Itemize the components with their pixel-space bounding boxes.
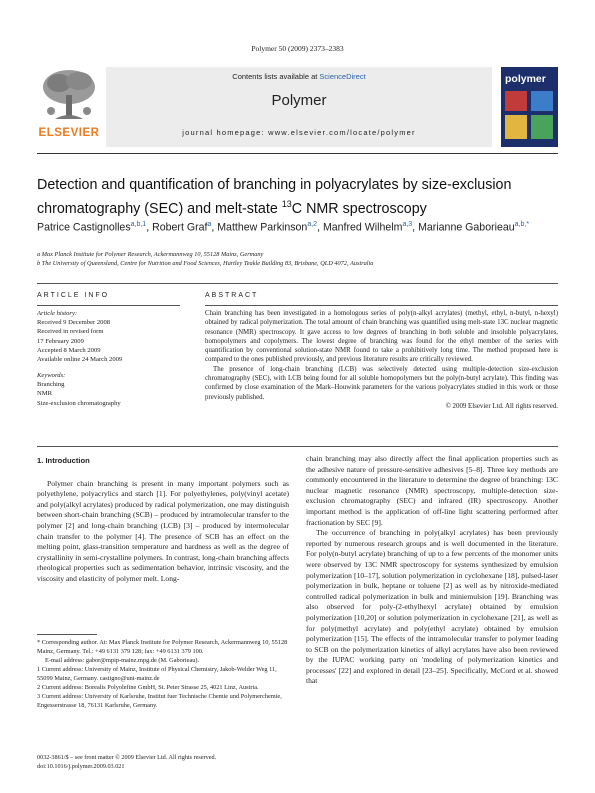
footnotes [37,638,289,710]
abstract-paragraph-2: The presence of long-chain branching (LCB) was selectively detected using multiple-detection size-exclusion chromatography (SEC), with LCB being found for all soluble homopolymers but the poly(n-butyl acrylate). This finding was confirmed by close examination of the Mark–Houwink parameters for the various polyacrylates studied in this work or those previously published. [205,365,558,401]
abstract-heading: ABSTRACT [205,292,259,299]
article-history [37,309,180,364]
keyword-item: NMR [37,390,53,398]
author-affiliation-marker[interactable]: a,b,1 [130,221,147,228]
footnote-rule [37,634,97,635]
contents-line [106,72,492,81]
author-affiliation-marker[interactable]: a [207,221,212,228]
cover-title: polymer [505,73,546,85]
author-affiliation-marker[interactable]: a,2 [307,221,318,228]
header-rule [37,153,558,154]
section-rule [37,283,558,284]
footnote-3: 3 Current address: University of Karlsruhe, Institut fuer Technische Chemie und Polymerchemie, Engesserstrasse 18, 76131 Karlsruhe, Germany. [37,693,282,709]
title-end: C NMR spectroscopy [291,200,427,217]
author-name: Patrice Castignolles [37,221,131,234]
history-item: Available online 24 March 2009 [37,356,123,364]
keyword-item: Size-exclusion chromatography [37,399,121,407]
abstract-rule [205,305,558,306]
author-affiliation-marker[interactable]: a,b,* [514,221,530,228]
keywords [37,371,180,408]
journal-homepage[interactable]: journal homepage: www.elsevier.com/locate/polymer [182,128,416,137]
author-list [37,217,558,236]
body-column-right [306,454,558,687]
abstract-paragraph-1: Chain branching has been investigated in a homologous series of poly(n-alkyl acrylates) (methyl, ethyl, n-butyl, n-hexyl) obtained by radical polymerization. The total amount of chain branching was quantified using melt-state 13C nuclear magnetic resonance (NMR) spectroscopy. It gave access to low degrees of branching in both soluble and insoluble polyacrylates, homopolymers and copolymers. The lowest degree of branching was found for the ethyl member of the series with quantification by conventional solution-state NMR found to take a prohibitively long time. The method proposed here is compared to the ones published previously, and previous literature results are critically reviewed. [205,310,558,364]
abstract-end-rule [37,446,558,447]
history-item: 17 February 2009 [37,337,84,345]
body-paragraph: The occurrence of branching in poly(alkyl acrylates) has been previously reported by numerous research groups and is well documented in the literature. For poly(n-butyl acrylate) branching of up to a few percents of the monomer units were observed by 13C NMR spectroscopy for systems synthesized by emulsion polymerization [10–17], solution polymerization in cyclohexane [18], pulsed-laser polymerization in bulk, heptane or toluene [2] as well as by nitroxide-mediated controlled radical polymerization in bulk and miniemulsion [19]. Branching was also observed for poly-(2-ethylhexyl acrylate) obtained by emulsion polymerization [10,20] or solution polymerization in cyclohexane [21], as well as for poly(methyl acrylate) and poly(ethyl acrylate) obtained by emulsion polymerization [15]. The effects of the intramolecular transfer to polymer leading to SCB on the polymerization kinetics of alkyl acrylates have also been reviewed by the IUPAC working party on 'modeling of polymerization kinetics and processes' [22] and explored in detail [23–25]. Specifically, McCord et al. showed that [306,528,558,686]
body-paragraph: chain branching may also directly affect the final application properties such as the adhesive nature of pressure-sensitive adhesives [5–8]. Three key methods are commonly encountered in the literature to determine the degree of branching: 13C nuclear magnetic resonance (NMR) spectroscopy, multiple-detection size-exclusion chromatography (SEC) and infrared (IR) spectroscopy. Another important method is the application of off-line light scattering performed after fractionation by SEC [9]. [306,454,558,527]
title-main: Detection and quantiﬁcation of branching in polyacrylates by size-exclusion chromatography (SEC) and melt-state [37,177,512,217]
journal-cover-image [501,67,558,147]
affiliation-a: a Max Planck Institute for Polymer Research, Ackermannweg 10, 55128 Mainz, Germany [37,251,264,258]
abstract-body [205,309,558,411]
corresponding-author-note: * Corresponding author. At: Max Planck Institute for Polymer Research, Ackermannweg 10, 55128 Mainz, Germany. Tel.: +49 6131 379 128; fax: +49 6131 379 100. [37,639,288,655]
author-separator: , [317,221,323,234]
issn-line: 0032-3861/$ – see front matter © 2009 Elsevier Ltd. All rights reserved. [37,754,217,761]
journal-name: Polymer [271,92,327,109]
article-info-heading: ARTICLE INFO [37,292,110,299]
affiliation-b: b The University of Queensland, Centre for Nutrition and Food Sciences, Hartley Teakle Building 83, Brisbane, QLD 4072, Australia [37,260,374,267]
title-isotope: 13 [281,199,292,209]
history-item: Received in revised form [37,328,104,336]
author-separator: , [211,221,218,234]
article-title [37,176,558,219]
author-name: Manfred Wilhelm [322,221,403,234]
history-label: Article history: [37,310,78,317]
journal-citation: Polymer 50 (2009) 2373–2383 [251,44,344,53]
author-separator: , [146,221,153,234]
footnote-2: 2 Current address: Borealis Polyolefine GmbH, St. Peter Strasse 25, 4021 Linz, Austria. [37,684,259,691]
copyright-notice: © 2009 Elsevier Ltd. All rights reserved. [445,402,558,410]
author-name: Marianne Gaborieau [418,221,515,234]
keyword-item: Branching [37,381,65,389]
body-column-left [37,456,289,585]
author-name: Matthew Parkinson [217,221,308,234]
history-item: Received 9 December 2008 [37,319,111,327]
history-item: Accepted 8 March 2009 [37,346,101,354]
author-name: Robert Graf [152,221,208,234]
author-affiliation-marker[interactable]: a,3 [402,221,413,228]
email-note: E-mail address: gabor@mpip-mainz.mpg.de (M. Gaborieau). [45,657,200,664]
author-separator: , [412,221,419,234]
section-heading-introduction: 1. Introduction [37,456,90,465]
footnote-1: 1 Current address: University of Mainz, Institute of Physical Chemistry, Jakob-Welder Weg 11, 55099 Mainz, Germany. castigno@uni-mainz.de [37,666,277,682]
body-paragraph: Polymer chain branching is present in many important polymers such as polyethylene, polyacrylics and starch [1]. For polyethylenes, poly(vinyl acetate) and poly(alkyl acrylates) produced by radical polymerization, one may distinguish between short-chain branching (SCB) – produced by intramolecular transfer to the polymer [2] and long-chain branching (LCB) [3] – produced by intermolecular chain transfer to the polymer [4]. The presence of SCB has an effect on the melting point, glass-transition temperature and hardness as well as the degree of crystallinity in semi-crystalline polymers. In contrast, long-chain branching affects rheological properties such as sedimentation behavior, intrinsic viscosity, and the viscosity and elasticity of polymer melt. Long- [37,478,289,583]
publisher-logo-text: ELSEVIER [38,127,100,139]
imprint [37,754,337,771]
info-rule [37,305,180,306]
contents-prefix: Contents lists available at [232,72,320,81]
doi-line[interactable]: doi:10.1016/j.polymer.2009.03.021 [37,762,125,770]
sciencedirect-link[interactable]: ScienceDirect [319,72,366,81]
keywords-label: Keywords: [37,372,66,379]
